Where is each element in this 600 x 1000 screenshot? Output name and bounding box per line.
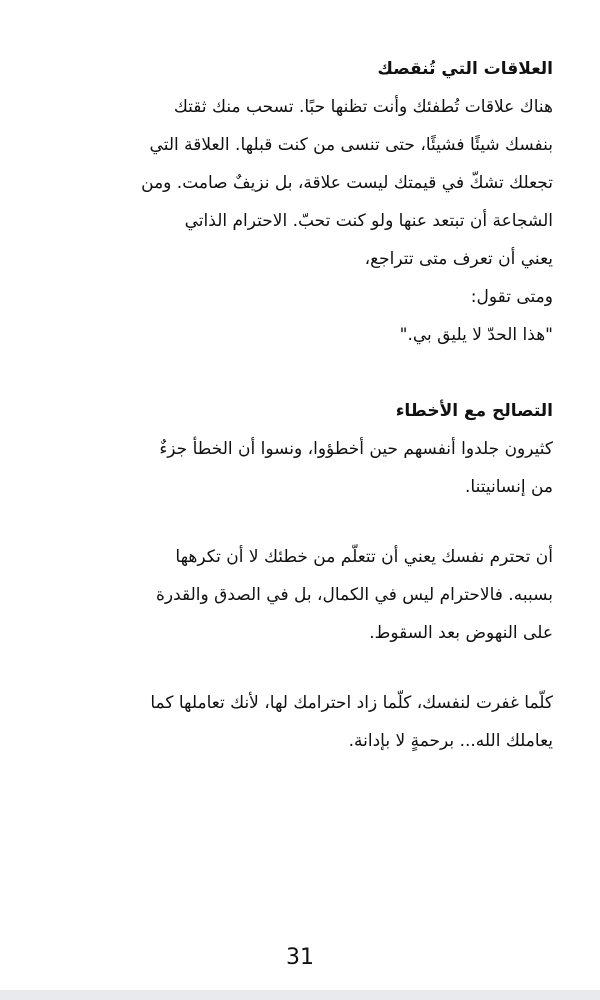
text-line: كثيرون جلدوا أنفسهم حين أخطؤوا، ونسوا أن الخطأ جزءٌ xyxy=(159,439,553,459)
text-line: يعاملك الله... برحمةٍ لا بإدانة. xyxy=(348,731,553,751)
text-line: يعني أن تعرف متى تتراجع، xyxy=(364,249,553,269)
page-number: 31 xyxy=(286,945,314,970)
text-line: تجعلك تشكّ في قيمتك ليست علاقة، بل نزيفٌ صامت. ومن xyxy=(141,173,553,193)
section-title-relationships: العلاقات التي تُنقصك xyxy=(377,59,553,79)
section-title-reconciliation: التصالح مع الأخطاء xyxy=(395,401,553,421)
page-content xyxy=(48,50,553,760)
text-line: الشجاعة أن تبتعد عنها ولو كنت تحبّ. الاحترام الذاتي xyxy=(184,211,553,231)
text-line: هناك علاقات تُطفئك وأنت تظنها حبًا. تسحب منك ثقتك xyxy=(173,97,553,117)
text-line: من إنسانيتنا. xyxy=(465,477,553,497)
paragraph-spacer xyxy=(48,652,553,684)
text-line: ومتى تقول: xyxy=(470,287,553,307)
text-line: بنفسك شيئًا فشيئًا، حتى تنسى من كنت قبلها. العلاقة التي xyxy=(149,135,553,155)
section-spacer xyxy=(48,354,553,392)
bottom-bar xyxy=(0,990,600,1000)
text-line: على النهوض بعد السقوط. xyxy=(369,623,553,643)
paragraph-spacer xyxy=(48,506,553,538)
text-line: أن تحترم نفسك يعني أن تتعلّم من خطئك لا أن تكرهها xyxy=(175,547,553,567)
quote-line: "هذا الحدّ لا يليق بي." xyxy=(399,325,553,345)
text-line: بسببه. فالاحترام ليس في الكمال، بل في الصدق والقدرة xyxy=(155,585,553,605)
text-line: كلّما غفرت لنفسك، كلّما زاد احترامك لها، لأنك تعاملها كما xyxy=(150,693,553,713)
